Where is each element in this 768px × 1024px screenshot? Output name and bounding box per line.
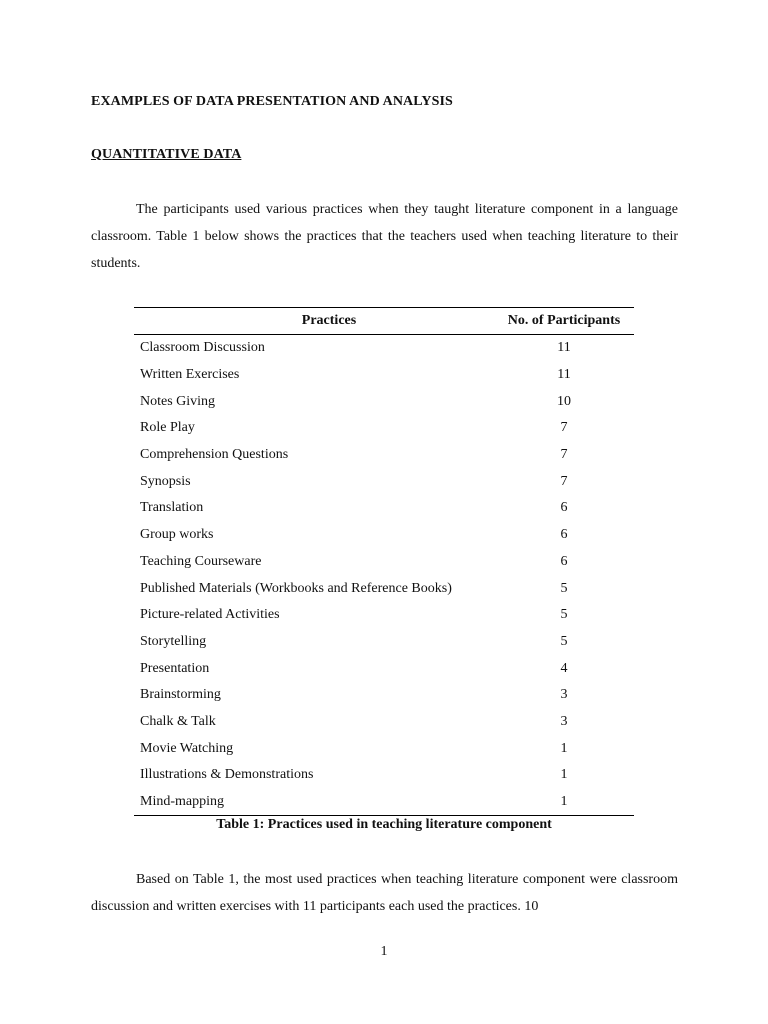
table-row: [134, 762, 634, 789]
practice-cell: Movie Watching: [140, 740, 234, 756]
practice-cell: Teaching Courseware: [140, 553, 262, 569]
practice-cell: Illustrations & Demonstrations: [140, 767, 314, 783]
participants-cell: 10: [557, 393, 571, 409]
table-row: [134, 522, 634, 549]
table-row: [134, 388, 634, 415]
table-row: [134, 362, 634, 389]
table-row: [134, 709, 634, 736]
column-header-practices: Practices: [134, 308, 494, 335]
practice-cell: Translation: [140, 500, 204, 516]
participants-cell: 3: [560, 713, 568, 729]
participants-cell: 11: [557, 367, 571, 383]
practice-cell: Role Play: [140, 420, 195, 436]
table-row: [134, 468, 634, 495]
table-row: [134, 549, 634, 576]
table-row: [134, 495, 634, 522]
participants-cell: 7: [560, 473, 568, 489]
table-row: [134, 655, 634, 682]
participants-cell: 6: [560, 553, 568, 569]
practice-cell: Published Materials (Workbooks and Reference Books): [140, 580, 452, 596]
participants-cell: 5: [560, 607, 568, 623]
practice-cell: Chalk & Talk: [140, 713, 216, 729]
participants-cell: 6: [560, 500, 568, 516]
participants-cell: 1: [560, 740, 568, 756]
participants-cell: 3: [560, 687, 568, 703]
practice-cell: Presentation: [140, 660, 210, 676]
participants-cell: 1: [560, 767, 568, 783]
participants-cell: 6: [560, 527, 568, 543]
page-number: 1: [380, 944, 388, 959]
participants-cell: 5: [560, 633, 568, 649]
participants-cell: 7: [560, 420, 568, 436]
practice-cell: Notes Giving: [140, 393, 216, 409]
participants-cell: 7: [560, 447, 568, 463]
participants-cell: 4: [560, 660, 568, 676]
practice-cell: Comprehension Questions: [140, 447, 289, 463]
table-row: [134, 629, 634, 656]
practice-cell: Synopsis: [140, 473, 191, 489]
participants-cell: 11: [557, 340, 571, 356]
table-row: [134, 602, 634, 629]
table-row: [134, 442, 634, 469]
table-row: [134, 735, 634, 762]
table-header-row: [134, 308, 634, 335]
practice-cell: Storytelling: [140, 633, 207, 649]
table-row: [134, 415, 634, 442]
table-row: [134, 575, 634, 602]
participants-cell: 5: [560, 580, 568, 596]
document-title: EXAMPLES OF DATA PRESENTATION AND ANALYSIS: [91, 94, 453, 109]
intro-paragraph: The participants used various practices when they taught literature component in a language classroom. Table 1 below shows the practices that the teachers used when teaching literature to their students.: [91, 202, 678, 271]
section-heading: QUANTITATIVE DATA: [91, 147, 242, 162]
table-caption: Table 1: Practices used in teaching literature component: [216, 817, 552, 832]
practice-cell: Mind-mapping: [134, 789, 494, 816]
practices-table: [134, 307, 634, 816]
table-row: [134, 335, 634, 362]
practice-cell: Classroom Discussion: [140, 340, 265, 356]
table-row: [134, 789, 634, 816]
practice-cell: Group works: [140, 527, 214, 543]
analysis-paragraph: Based on Table 1, the most used practices when teaching literature component were classroom discussion and written exercises with 11 participants each used the practices. 10: [91, 872, 678, 914]
column-header-participants: No. of Participants: [494, 308, 634, 335]
practice-cell: Brainstorming: [140, 687, 221, 703]
practice-cell: Written Exercises: [140, 367, 240, 383]
practice-cell: Picture-related Activities: [140, 607, 280, 623]
participants-cell: 1: [494, 789, 634, 816]
table-row: [134, 682, 634, 709]
